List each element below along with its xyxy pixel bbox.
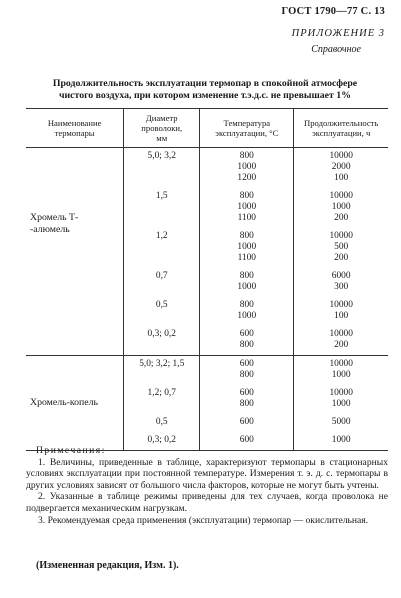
temperature-cell: 800 1000 (200, 297, 294, 326)
wire-diameter-cell: 5,0; 3,2 (124, 148, 200, 189)
temperature-cell: 800 1000 1200 (200, 148, 294, 189)
note-1: 1. Величины, приведенные в таблице, характеризуют термопары в стационарных условиях эксплуатации при постоянной температуре. Измерения т. э. д. с. термопары в других условиях зависят от большого числа факторов, которые не могут быть учтены. (26, 456, 388, 491)
note-2: 2. Указанные в таблице режимы приведены для тех случаев, когда проволока не подвергается механическим нагрузкам. (26, 491, 388, 514)
duration-cell: 1000 (294, 432, 388, 451)
thermocouple-name-chromel-alumel: Хромель Т- -алюмель (30, 212, 79, 235)
header-duration: Продолжительность эксплуатации, ч (294, 109, 388, 148)
wire-diameter-cell: 0,5 (124, 297, 200, 326)
wire-diameter-cell: 5,0; 3,2; 1,5 (124, 356, 200, 386)
temperature-cell: 600 800 (200, 385, 294, 414)
thermocouple-name-chromel-copel: Хромель-копель (26, 356, 124, 451)
duration-cell: 10000 200 (294, 326, 388, 356)
duration-cell: 10000 1000 (294, 356, 388, 386)
wire-diameter-cell: 0,5 (124, 414, 200, 432)
temperature-cell: 600 800 (200, 326, 294, 356)
table-title-line-2: чистого воздуха, при котором изменение т.э.д.с. не превышает 1% (59, 90, 351, 101)
temperature-cell: 600 800 (200, 356, 294, 386)
note-3: 3. Рекомендуемая среда применения (эксплуатации) термопар — окислительная. (38, 514, 369, 526)
header-temperature: Температура эксплуатации, °С (200, 109, 294, 148)
temperature-cell: 800 1000 (200, 268, 294, 297)
reference-label: Справочное (311, 44, 361, 55)
duration-cell: 10000 100 (294, 297, 388, 326)
duration-cell: 10000 1000 (294, 385, 388, 414)
header-wire-diameter: Диаметр проволоки, мм (124, 109, 200, 148)
temperature-cell: 600 (200, 414, 294, 432)
temperature-cell: 800 1000 1100 (200, 188, 294, 228)
duration-cell: 10000 1000 200 (294, 188, 388, 228)
header-thermocouple-name: Наименование термопары (26, 109, 124, 148)
wire-diameter-cell: 1,5 (124, 188, 200, 228)
appendix-label: ПРИЛОЖЕНИЕ 3 (291, 28, 385, 39)
wire-diameter-cell: 1,2 (124, 228, 200, 268)
duration-cell: 6000 300 (294, 268, 388, 297)
notes-section (26, 445, 388, 526)
amendment-note: (Измененная редакция, Изм. 1). (36, 560, 179, 571)
thermocouple-table (26, 108, 388, 451)
wire-diameter-cell: 0,3; 0,2 (124, 326, 200, 356)
duration-cell: 5000 (294, 414, 388, 432)
notes-heading: Примечания: (36, 445, 106, 456)
table-row (26, 356, 388, 386)
table-header-row (26, 109, 388, 148)
wire-diameter-cell: 1,2; 0,7 (124, 385, 200, 414)
duration-cell: 10000 500 200 (294, 228, 388, 268)
table-row (26, 148, 388, 189)
table-title (40, 78, 370, 102)
temperature-cell: 600 (200, 432, 294, 451)
duration-cell: 10000 2000 100 (294, 148, 388, 189)
temperature-cell: 800 1000 1100 (200, 228, 294, 268)
table-title-line-1: Продолжительность эксплуатации термопар в спокойной атмосфере (52, 78, 358, 89)
page-header: ГОСТ 1790—77 С. 13 (281, 6, 385, 17)
wire-diameter-cell: 0,7 (124, 268, 200, 297)
wire-diameter-cell: 0,3; 0,2 (124, 432, 200, 451)
